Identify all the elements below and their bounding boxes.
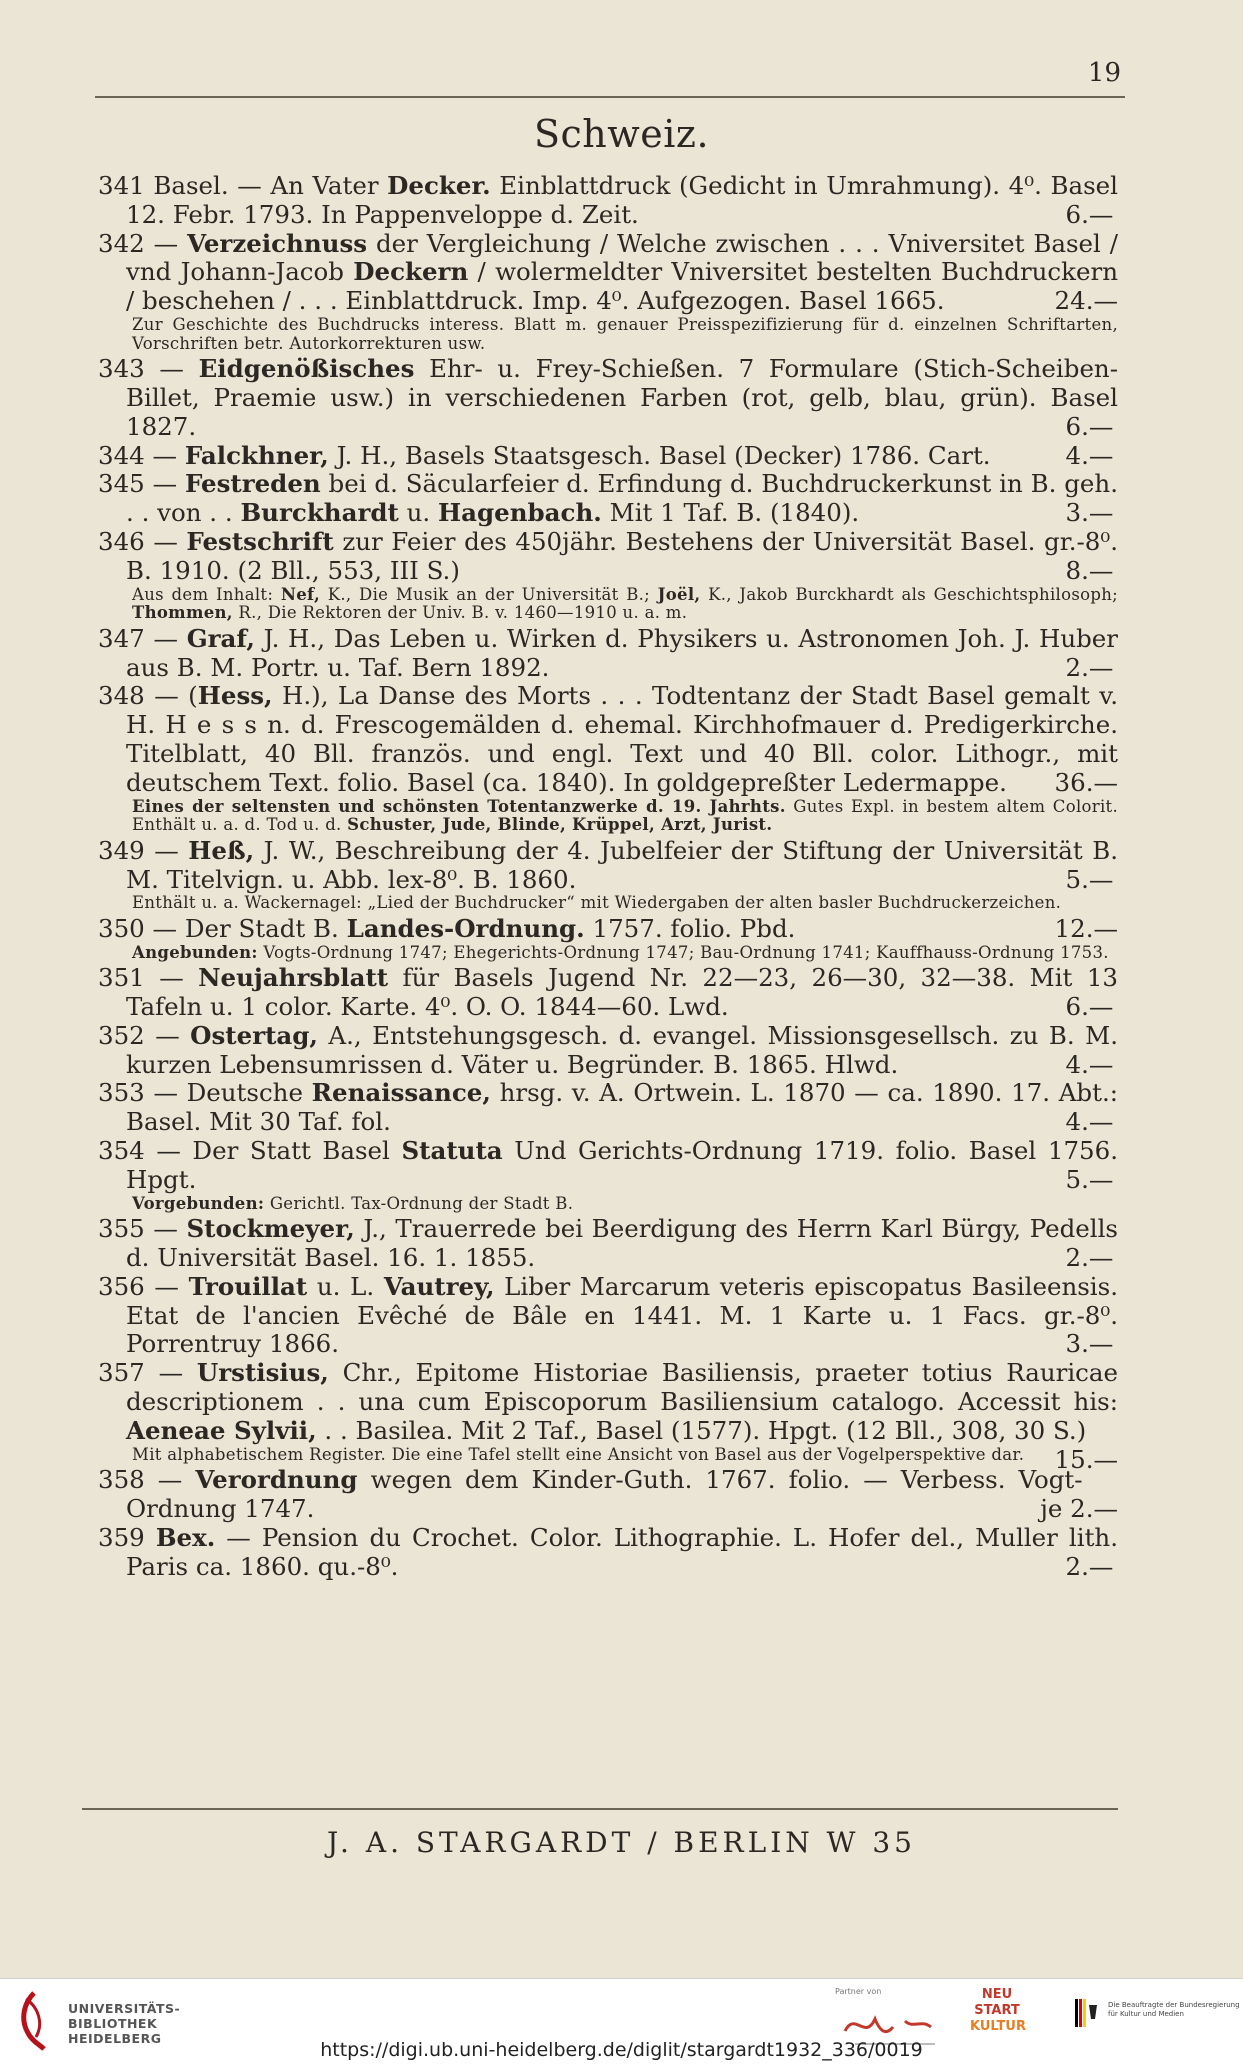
entry-body: 346 — Festschrift zur Feier des 450jähr. Bestehens der Universität Basel. gr.-8⁰. B. 1910. (2 Bll., 553, III S.)	[98, 526, 1118, 585]
entry-body: 343 — Eidgenößisches Ehr- u. Frey-Schießen. 7 Formulare (Stich-Scheiben-Billet, Praemie usw.) in verschiedenen Farben (rot, gelb, blau, grün). Basel 1827.	[98, 354, 1118, 441]
catalog-entry	[98, 964, 1118, 1022]
entry-note: Angebunden: Vogts-Ordnung 1747; Ehegerichts-Ordnung 1747; Bau-Ordnung 1741; Kauffhauss-Ordnung 1753.	[132, 942, 1109, 962]
federal-text-line: Die Beauftragte der Bundesregierung	[1108, 2001, 1240, 2009]
entry-text	[98, 915, 1118, 944]
library-name-line: UNIVERSITÄTS-	[68, 2001, 181, 2016]
entry-body: 344 — Falckhner, J. H., Basels Staatsgesch. Basel (Decker) 1786. Cart.	[98, 440, 991, 470]
neustart-line: START	[974, 2003, 1020, 2018]
entry-body: 352 — Ostertag, A., Entstehungsgesch. d. evangel. Missionsgesellsch. zu B. M. kurzen Lebensumrissen d. Väter u. Begründer. B. 1865. Hlwd.	[98, 1020, 1118, 1079]
entry-price: 4.—	[1065, 440, 1114, 470]
entry-note: Eines der seltensten und schönsten Totentanzwerke d. 19. Jahrhts. Gutes Expl. in bestem altem Colorit. Enthält u. a. d. Tod u. d. Schuster, Jude, Blinde, Krüppel, Arzt, Jurist.	[132, 796, 1118, 835]
federal-text-line: für Kultur und Medien	[1108, 2010, 1184, 2018]
catalog-entry	[98, 442, 1118, 471]
entry-text	[98, 442, 1118, 471]
entry-text	[98, 1273, 1118, 1359]
entry-note: Zur Geschichte des Buchdrucks interess. Blatt m. genauer Preisspezifizierung für d. einzelnen Schriftarten, Vorschriften betr. Autorkorrekturen usw.	[132, 314, 1118, 353]
entry-body: 342 — Verzeichnuss der Vergleichung / Welche zwischen . . . Vniversitet Basel / vnd Johann-Jacob Deckern / wolermeldter Vniversitet bestelten Buchdruckern / beschehen / . . . Einblattdruck. Imp. 4⁰. Aufgezogen. Basel 1665.	[98, 228, 1118, 316]
catalog-entry	[98, 1466, 1118, 1524]
entry-text	[98, 1215, 1118, 1273]
entry-text	[98, 1466, 1118, 1524]
entry-price: 15.—	[1054, 1444, 1118, 1474]
neustart-kultur-logo[interactable]	[970, 1987, 1024, 2035]
entry-price: 24.—	[1054, 286, 1118, 316]
entry-text	[98, 470, 1118, 528]
entry-body: 359 Bex. — Pension du Crochet. Color. Lithographie. L. Hofer del., Muller lith. Paris ca. 1860. qu.-8⁰.	[98, 1522, 1118, 1581]
publisher-footer: J. A. STARGARDT / BERLIN W 35	[327, 1826, 916, 1859]
entry-price: 6.—	[1065, 199, 1114, 229]
entry-text	[98, 964, 1118, 1022]
entry-price: 3.—	[1065, 1329, 1114, 1359]
library-name-line: HEIDELBERG	[68, 2031, 162, 2046]
entry-text	[98, 172, 1118, 230]
entry-price: 6.—	[1065, 411, 1114, 441]
entry-price: 2.—	[1065, 652, 1114, 682]
library-name-line: BIBLIOTHEK	[68, 2016, 158, 2031]
catalog-entry	[98, 1358, 1118, 1474]
entry-text	[98, 682, 1118, 797]
entry-price: 8.—	[1065, 555, 1114, 585]
catalog-entry	[98, 1273, 1118, 1359]
entry-price: 12.—	[1054, 913, 1118, 943]
entry-body: 349 — Heß, J. W., Beschreibung der 4. Jubelfeier der Stiftung der Universität B. M. Titelvign. u. Abb. lex-8⁰. B. 1860.	[98, 835, 1118, 894]
catalog-entry	[98, 355, 1118, 441]
entry-text	[98, 1022, 1118, 1080]
entry-text	[98, 837, 1118, 895]
catalog-entries	[98, 172, 1118, 1581]
page-url[interactable]: https://digi.ub.uni-heidelberg.de/diglit/stargardt1932_336/0019	[320, 2039, 923, 2061]
catalog-entry	[98, 1079, 1118, 1137]
entry-body: 358 — Verordnung wegen dem Kinder-Guth. 1767. folio. — Verbess. Vogt-Ordnung 1747.	[98, 1465, 1083, 1524]
entry-body: 341 Basel. — An Vater Decker. Einblattdruck (Gedicht in Umrahmung). 4⁰. Basel 12. Febr. 1793. In Pappenveloppe d. Zeit.	[98, 171, 1118, 229]
entry-note: Mit alphabetischem Register. Die eine Tafel stellt eine Ansicht von Basel aus der Vogelperspektive dar.	[132, 1444, 1025, 1464]
neustart-line: KULTUR	[970, 2019, 1026, 2034]
entry-body: 347 — Graf, J. H., Das Leben u. Wirken d. Physikers u. Astronomen Joh. J. Huber aus B. M. Portr. u. Taf. Bern 1892.	[98, 623, 1118, 682]
entry-text	[98, 625, 1118, 683]
header-rule	[95, 96, 1125, 98]
partner-label: Partner von	[835, 1987, 882, 1996]
entry-body: 350 — Der Stadt B. Landes-Ordnung. 1757. folio. Pbd.	[98, 913, 796, 943]
page-number: 19	[1087, 58, 1121, 88]
footer-rule	[82, 1808, 1118, 1810]
federal-eagle-icon[interactable]	[1075, 1999, 1099, 2027]
entry-text	[98, 230, 1118, 316]
entry-note: Vorgebunden: Gerichtl. Tax-Ordnung der Stadt B.	[132, 1193, 574, 1213]
entry-price: 36.—	[1054, 767, 1118, 797]
entry-body: 355 — Stockmeyer, J., Trauerrede bei Beerdigung des Herrn Karl Bürgy, Pedells d. Universität Basel. 16. 1. 1855.	[98, 1214, 1119, 1273]
federal-commissioner-text	[1108, 2001, 1240, 2019]
entry-text	[98, 1079, 1118, 1137]
entry-body: 356 — Trouillat u. L. Vautrey, Liber Marcarum veteris episcopatus Basileensis. Etat de l'ancien Evêché de Bâle en 1441. M. 1 Karte u. 1 Facs. gr.-8⁰. Porrentruy 1866.	[98, 1271, 1118, 1359]
section-title: Schweiz.	[533, 112, 710, 156]
entry-text	[98, 355, 1118, 441]
catalog-entry	[98, 1524, 1118, 1582]
entry-price: 4.—	[1065, 1107, 1114, 1137]
catalog-entry	[98, 1215, 1118, 1273]
entry-price: 2.—	[1065, 1243, 1114, 1273]
entry-price: 6.—	[1065, 992, 1114, 1022]
viewer-footer-bar	[0, 1978, 1243, 2069]
catalog-entry	[98, 230, 1118, 354]
neustart-line: NEU	[981, 1987, 1013, 2002]
entry-price: 2.—	[1065, 1551, 1114, 1581]
catalog-entry	[98, 1022, 1118, 1080]
catalog-entry	[98, 915, 1118, 962]
entry-body: 353 — Deutsche Renaissance, hrsg. v. A. Ortwein. L. 1870 — ca. 1890. 17. Abt.: Basel. Mit 30 Taf. fol.	[98, 1078, 1118, 1137]
entry-price: 5.—	[1065, 1164, 1114, 1194]
catalog-entry	[98, 528, 1118, 623]
entry-price: 3.—	[1065, 498, 1114, 528]
entry-body: 345 — Festreden bei d. Säcularfeier d. Erfindung d. Buchdruckerkunst in B. geh. . . von . . Burckhardt u. Hagenbach. Mit 1 Taf. B. (1840).	[98, 469, 1118, 528]
entry-body: 354 — Der Statt Basel Statuta Und Gerichts-Ordnung 1719. folio. Basel 1756. Hpgt.	[98, 1136, 1118, 1194]
entry-note: Aus dem Inhalt: Nef, K., Die Musik an der Universität B.; Joël, K., Jakob Burckhardt als Geschichtsphilosoph; Thommen, R., Die Rektoren der Univ. B. v. 1460—1910 u. a. m.	[132, 584, 1118, 623]
entry-text	[98, 528, 1118, 586]
entry-body: 357 — Urstisius, Chr., Epitome Historiae Basiliensis, praeter totius Rauricae descriptionem . . una cum Episcoporum Basiliensium catalogo. Accessit his: Aeneae Sylvii, . . Basilea. Mit 2 Taf., Basel (1577). Hpgt. (12 Bll., 308, 30 S.)	[98, 1358, 1118, 1445]
catalog-entry	[98, 625, 1118, 683]
catalog-entry	[98, 837, 1118, 913]
catalog-entry	[98, 1137, 1118, 1213]
catalog-entry	[98, 470, 1118, 528]
entry-price: 4.—	[1065, 1049, 1114, 1079]
entry-price: 5.—	[1065, 864, 1114, 894]
entry-body: 351 — Neujahrsblatt für Basels Jugend Nr. 22—23, 26—30, 32—38. Mit 13 Tafeln u. 1 color. Karte. 4⁰. O. O. 1844—60. Lwd.	[98, 963, 1118, 1022]
catalog-entry	[98, 682, 1118, 834]
entry-body: 348 — (Hess, H.), La Danse des Morts . . . Todtentanz der Stadt Basel gemalt v. H. H e s s n. d. Frescogemälden d. ehemal. Kirchhofmauer d. Predigerkirche. Titelblatt, 40 Bll. französ. und engl. Text und 40 Bll. color. Lithogr., mit deutschem Text. folio. Basel (ca. 1840). In goldgepreßter Ledermappe.	[98, 681, 1118, 797]
catalog-entry	[98, 172, 1118, 230]
entry-text	[98, 1524, 1118, 1582]
entry-note: Enthält u. a. Wackernagel: „Lied der Buchdrucker“ mit Wiedergaben der alten basler Buchdruckerzeichen.	[132, 893, 1062, 913]
entry-text	[98, 1137, 1118, 1195]
entry-price: je 2.—	[1040, 1494, 1118, 1524]
